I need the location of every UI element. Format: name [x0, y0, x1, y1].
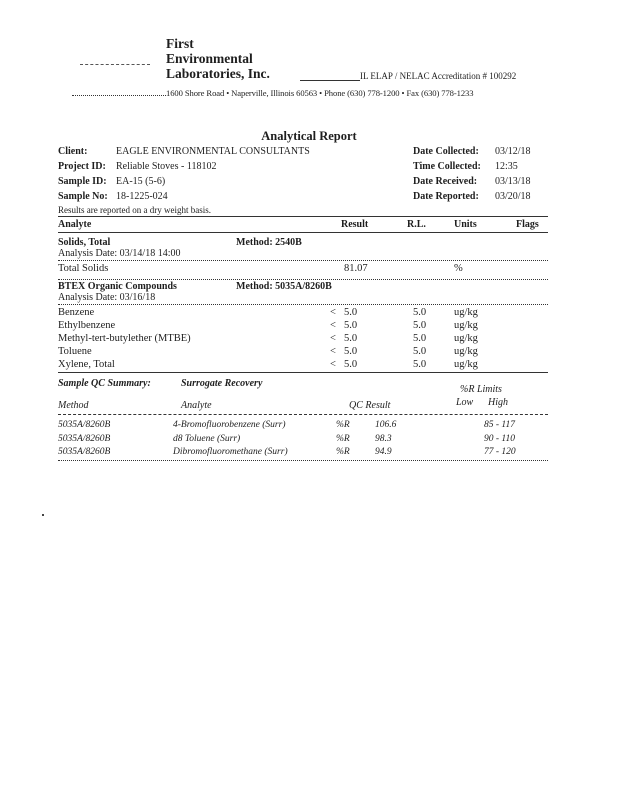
- reporting-limit: 5.0: [413, 333, 427, 344]
- btex-section-title: BTEX Organic Compounds: [58, 281, 177, 292]
- result-value: 5.0: [344, 346, 358, 357]
- qc-analyte: 4-Bromofluorobenzene (Surr): [173, 420, 286, 430]
- project-value: Reliable Stoves - 118102: [116, 161, 217, 172]
- col-analyte-header: Analyte: [58, 219, 92, 230]
- qc-method: 5035A/8260B: [58, 420, 111, 430]
- qc-subtitle: Surrogate Recovery: [181, 378, 263, 389]
- qc-result-header: QC Result: [349, 400, 391, 411]
- sample-no-value: 18-1225-024: [116, 191, 168, 202]
- qc-result: 106.6: [375, 420, 397, 430]
- result-value: 81.07: [344, 263, 368, 274]
- sample-no-label: Sample No:: [58, 191, 108, 202]
- reporting-limit: 5.0: [413, 359, 427, 370]
- solids-section-title: Solids, Total: [58, 237, 111, 248]
- time-collected-value: 12:35: [495, 161, 518, 172]
- qc-method-header: Method: [58, 400, 89, 411]
- header-rule-left: [300, 80, 360, 81]
- header-scan-mark: [80, 64, 150, 65]
- address-rule: [72, 95, 166, 96]
- client-value: EAGLE ENVIRONMENTAL CONSULTANTS: [116, 146, 310, 157]
- result-value: 5.0: [344, 333, 358, 344]
- col-result-header: Result: [341, 219, 369, 230]
- solids-rule: [58, 260, 548, 261]
- sample-id-label: Sample ID:: [58, 176, 107, 187]
- table-row: [58, 333, 548, 346]
- table-row: [58, 320, 548, 333]
- qc-limits-label: %R Limits: [460, 384, 502, 395]
- result-units: ug/kg: [454, 359, 478, 370]
- accreditation-text: IL ELAP / NELAC Accreditation # 100292: [360, 71, 517, 81]
- result-qualifier: <: [330, 320, 336, 331]
- date-received-value: 03/13/18: [495, 176, 531, 187]
- qc-analyte-header: Analyte: [181, 400, 212, 411]
- date-reported-value: 03/20/18: [495, 191, 531, 202]
- qc-type: %R: [336, 433, 350, 444]
- analyte-name: Toluene: [58, 346, 92, 357]
- result-qualifier: <: [330, 333, 336, 344]
- solids-method: Method: 2540B: [236, 237, 302, 248]
- table-row: [58, 263, 548, 276]
- analyte-name: Total Solids: [58, 263, 109, 274]
- qc-title: Sample QC Summary:: [58, 378, 151, 389]
- date-reported-label: Date Reported:: [413, 191, 479, 202]
- col-units-header: Units: [454, 219, 477, 230]
- qc-limits: 90 - 110: [484, 433, 515, 444]
- company-name-line-1: First: [166, 36, 194, 51]
- date-collected-label: Date Collected:: [413, 146, 479, 157]
- qc-row: [58, 434, 548, 447]
- date-collected-value: 03/12/18: [495, 146, 531, 157]
- qc-high-label: High: [488, 397, 508, 408]
- table-row: [58, 346, 548, 359]
- qc-type: %R: [336, 447, 350, 457]
- qc-result: 98.3: [375, 433, 392, 444]
- sample-id-value: EA-15 (5-6): [116, 176, 166, 187]
- scan-speck: [42, 514, 44, 516]
- address-line: 1600 Shore Road • Naperville, Illinois 60563 • Phone (630) 778-1200 • Fax (630) 778-1233: [166, 88, 474, 98]
- analyte-name: Methyl-tert-butylether (MTBE): [58, 333, 191, 344]
- result-units: ug/kg: [454, 333, 478, 344]
- btex-top-rule: [58, 279, 548, 280]
- btex-method: Method: 5035A/8260B: [236, 281, 332, 292]
- table-row: [58, 359, 548, 372]
- report-title: Analytical Report: [261, 129, 357, 143]
- col-flags-header: Flags: [516, 219, 539, 230]
- result-qualifier: <: [330, 307, 336, 318]
- reporting-limit: 5.0: [413, 320, 427, 331]
- result-units: ug/kg: [454, 346, 478, 357]
- result-value: 5.0: [344, 359, 358, 370]
- date-received-label: Date Received:: [413, 176, 478, 187]
- btex-bottom-rule: [58, 372, 548, 373]
- table-header-rule: [58, 232, 548, 233]
- analyte-name: Xylene, Total: [58, 359, 115, 370]
- solids-analysis-date: Analysis Date: 03/14/18 14:00: [58, 248, 181, 259]
- time-collected-label: Time Collected:: [413, 161, 481, 172]
- result-units: ug/kg: [454, 307, 478, 318]
- client-label: Client:: [58, 146, 88, 157]
- qc-limits: 85 - 117: [484, 420, 515, 430]
- result-units: ug/kg: [454, 320, 478, 331]
- company-name-line-3: Laboratories, Inc.: [166, 66, 270, 81]
- btex-rule: [58, 304, 548, 305]
- result-value: 5.0: [344, 320, 358, 331]
- qc-limits: 77 - 120: [484, 447, 516, 457]
- reporting-limit: 5.0: [413, 307, 427, 318]
- qc-result: 94.9: [375, 447, 392, 457]
- analyte-name: Benzene: [58, 307, 95, 318]
- qc-method: 5035A/8260B: [58, 447, 111, 457]
- btex-analysis-date: Analysis Date: 03/16/18: [58, 292, 156, 303]
- company-name-line-2: Environmental: [166, 51, 253, 66]
- qc-analyte: d8 Toluene (Surr): [173, 433, 241, 444]
- analyte-name: Ethylbenzene: [58, 320, 116, 331]
- result-value: 5.0: [344, 307, 358, 318]
- qc-row: [58, 447, 548, 460]
- reporting-limit: 5.0: [413, 346, 427, 357]
- result-units: %: [454, 263, 463, 274]
- basis-note: Results are reported on a dry weight basis.: [58, 205, 211, 215]
- col-rl-header: R.L.: [407, 219, 426, 230]
- qc-type: %R: [336, 420, 350, 430]
- result-qualifier: <: [330, 346, 336, 357]
- qc-method: 5035A/8260B: [58, 433, 111, 444]
- company-name: [166, 36, 270, 81]
- result-qualifier: <: [330, 359, 336, 370]
- project-label: Project ID:: [58, 161, 106, 172]
- qc-row: [58, 420, 548, 433]
- qc-low-label: Low: [456, 397, 474, 408]
- table-row: [58, 307, 548, 320]
- qc-bottom-rule: [58, 460, 548, 461]
- qc-header-rule: [58, 414, 548, 415]
- qc-analyte: Dibromofluoromethane (Surr): [173, 447, 288, 457]
- table-top-rule: [58, 216, 548, 217]
